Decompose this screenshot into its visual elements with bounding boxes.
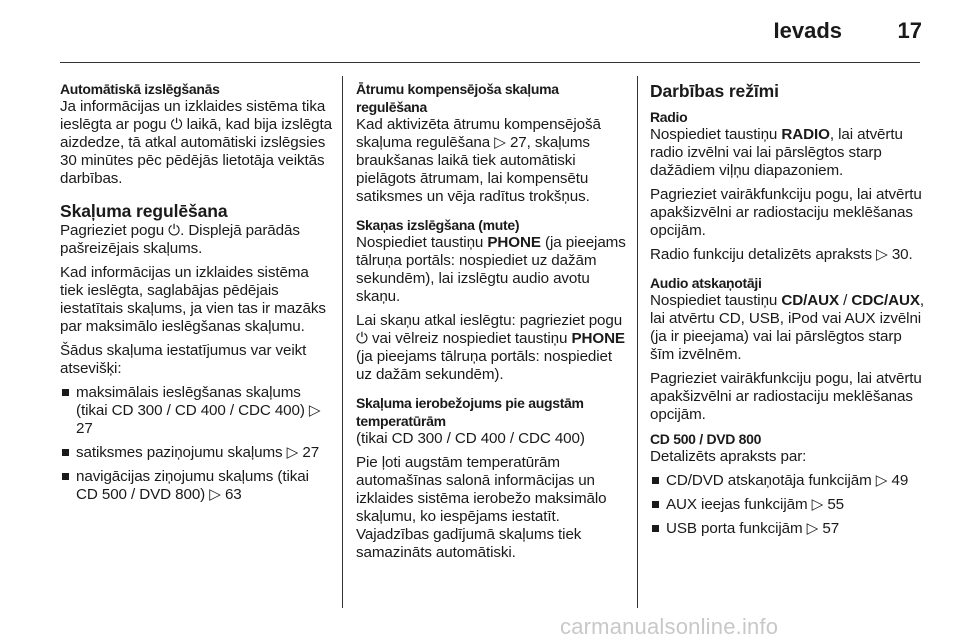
- list-item: navigācijas ziņojumu skaļums (tikai CD 500 / DVD 800) ▷ 63: [60, 468, 332, 504]
- paragraph: Pagrieziet pogu ⏻. Displejā parādās pašreizējais skaļums.: [60, 222, 300, 257]
- page-header: [0, 0, 960, 60]
- heading-speed-volume: Ātrumu kompensējoša skaļuma regulēšana: [356, 81, 559, 115]
- paragraph: Detalizēts apraksts par:: [650, 448, 807, 465]
- paragraph: Lai skaņu atkal ieslēgtu: pagrieziet pogu ⏻ vai vēlreiz nospiediet taustiņu PHONE (ja pieejams tālruņa portāls: nospiediet uz dažām sekundēm).: [356, 312, 625, 383]
- bullet-icon: [652, 525, 659, 532]
- radio-key-label: RADIO: [781, 126, 830, 143]
- paragraph: Kad aktivizēta ātrumu kompensējošā skaļuma regulēšana ▷ 27, skaļums braukšanas laikā tiek automātiski pielāgots ātrumam, lai kompensētu satiksmes un vēja radītus trokšņus.: [356, 116, 601, 205]
- watermark: carmanualsonline.info: [560, 614, 779, 639]
- paragraph: (tikai CD 300 / CD 400 / CDC 400): [356, 430, 585, 447]
- bullet-icon: [62, 449, 69, 456]
- paragraph: Ja informācijas un izklaides sistēma tika ieslēgta ar pogu ⏻ laikā, kad bija izslēgta aizdedze, tā atkal automātiski izslēgsies 30 minūtes pēc pēdējās lietotāja veiktās darbības.: [60, 98, 332, 187]
- heading-temperature-limit: Skaļuma ierobežojums pie augstām temperatūrām: [356, 395, 584, 429]
- column-2: [356, 80, 628, 568]
- heading-radio: Radio: [650, 109, 688, 125]
- paragraph: Pagrieziet vairākfunkciju pogu, lai atvērtu apakšizvēlni ar radiostaciju meklēšanas opcijām.: [650, 370, 922, 423]
- bullet-icon: [652, 477, 659, 484]
- paragraph: Nospiediet taustiņu PHONE (ja pieejams tālruņa portāls: nospiediet uz dažām sekundēm), lai izslēgtu audio avotu skaņu.: [356, 234, 626, 305]
- heading-audio-players: Audio atskaņotāji: [650, 275, 762, 291]
- heading-cd500: CD 500 / DVD 800: [650, 431, 762, 447]
- paragraph: Šādus skaļuma iestatījumus var veikt atsevišķi:: [60, 342, 307, 377]
- column-3: [650, 80, 924, 544]
- paragraph: Nospiediet taustiņu RADIO, lai atvērtu radio izvēlni vai lai pārslēgtos starp dažādiem viļņu diapazoniem.: [650, 126, 903, 179]
- cdcaux-key-label: CDC/AUX: [851, 292, 920, 309]
- bullet-icon: [62, 389, 69, 396]
- column-divider: [637, 76, 638, 608]
- list-item: USB porta funkcijām ▷ 57: [650, 520, 924, 538]
- paragraph: Pie ļoti augstām temperatūrām automašīnas salonā informācijas un izklaides sistēma ierobežo maksimālo skaļumu, ko iespējams iestatīt. Vajadzības gadījumā skaļums tiek samazināts automātiski.: [356, 454, 607, 561]
- bullet-icon: [652, 501, 659, 508]
- paragraph: Pagrieziet vairākfunkciju pogu, lai atvērtu apakšizvēlni ar radiostaciju meklēšanas opcijām.: [650, 186, 922, 239]
- section-title: Ievads: [773, 18, 842, 43]
- list-item: CD/DVD atskaņotāja funkcijām ▷ 49: [650, 472, 924, 490]
- list-item: AUX ieejas funkcijām ▷ 55: [650, 496, 924, 514]
- cdaux-key-label: CD/AUX: [781, 292, 840, 309]
- heading-modes: Darbības režīmi: [650, 81, 779, 101]
- header-rule: [60, 62, 920, 63]
- paragraph: Radio funkciju detalizēts apraksts ▷ 30.: [650, 246, 913, 263]
- page-number: 17: [897, 18, 922, 43]
- phone-key-label: PHONE: [487, 234, 541, 251]
- list-item: maksimālais ieslēgšanas skaļums (tikai CD 300 / CD 400 / CDC 400) ▷ 27: [60, 384, 332, 438]
- heading-mute: Skaņas izslēgšana (mute): [356, 217, 520, 233]
- list-item: satiksmes paziņojumu skaļums ▷ 27: [60, 444, 332, 462]
- paragraph: Kad informācijas un izklaides sistēma tiek ieslēgta, saglabājas pēdējais iestatītais skaļums, ja vien tas ir mazāks par maksimālo ieslēgšanas skaļumu.: [60, 264, 326, 335]
- column-1: [60, 80, 332, 510]
- heading-auto-off: Automātiskā izslēgšanās: [60, 81, 220, 97]
- heading-volume: Skaļuma regulēšana: [60, 201, 228, 221]
- bullet-icon: [62, 473, 69, 480]
- paragraph: Nospiediet taustiņu CD/AUX / CDC/AUX, lai atvērtu CD, USB, iPod vai AUX izvēlni (ja ir pieejama) vai lai pārslēgtos starp šīm izvēlnēm.: [650, 292, 925, 363]
- column-divider: [342, 76, 343, 608]
- phone-key-label: PHONE: [571, 330, 625, 347]
